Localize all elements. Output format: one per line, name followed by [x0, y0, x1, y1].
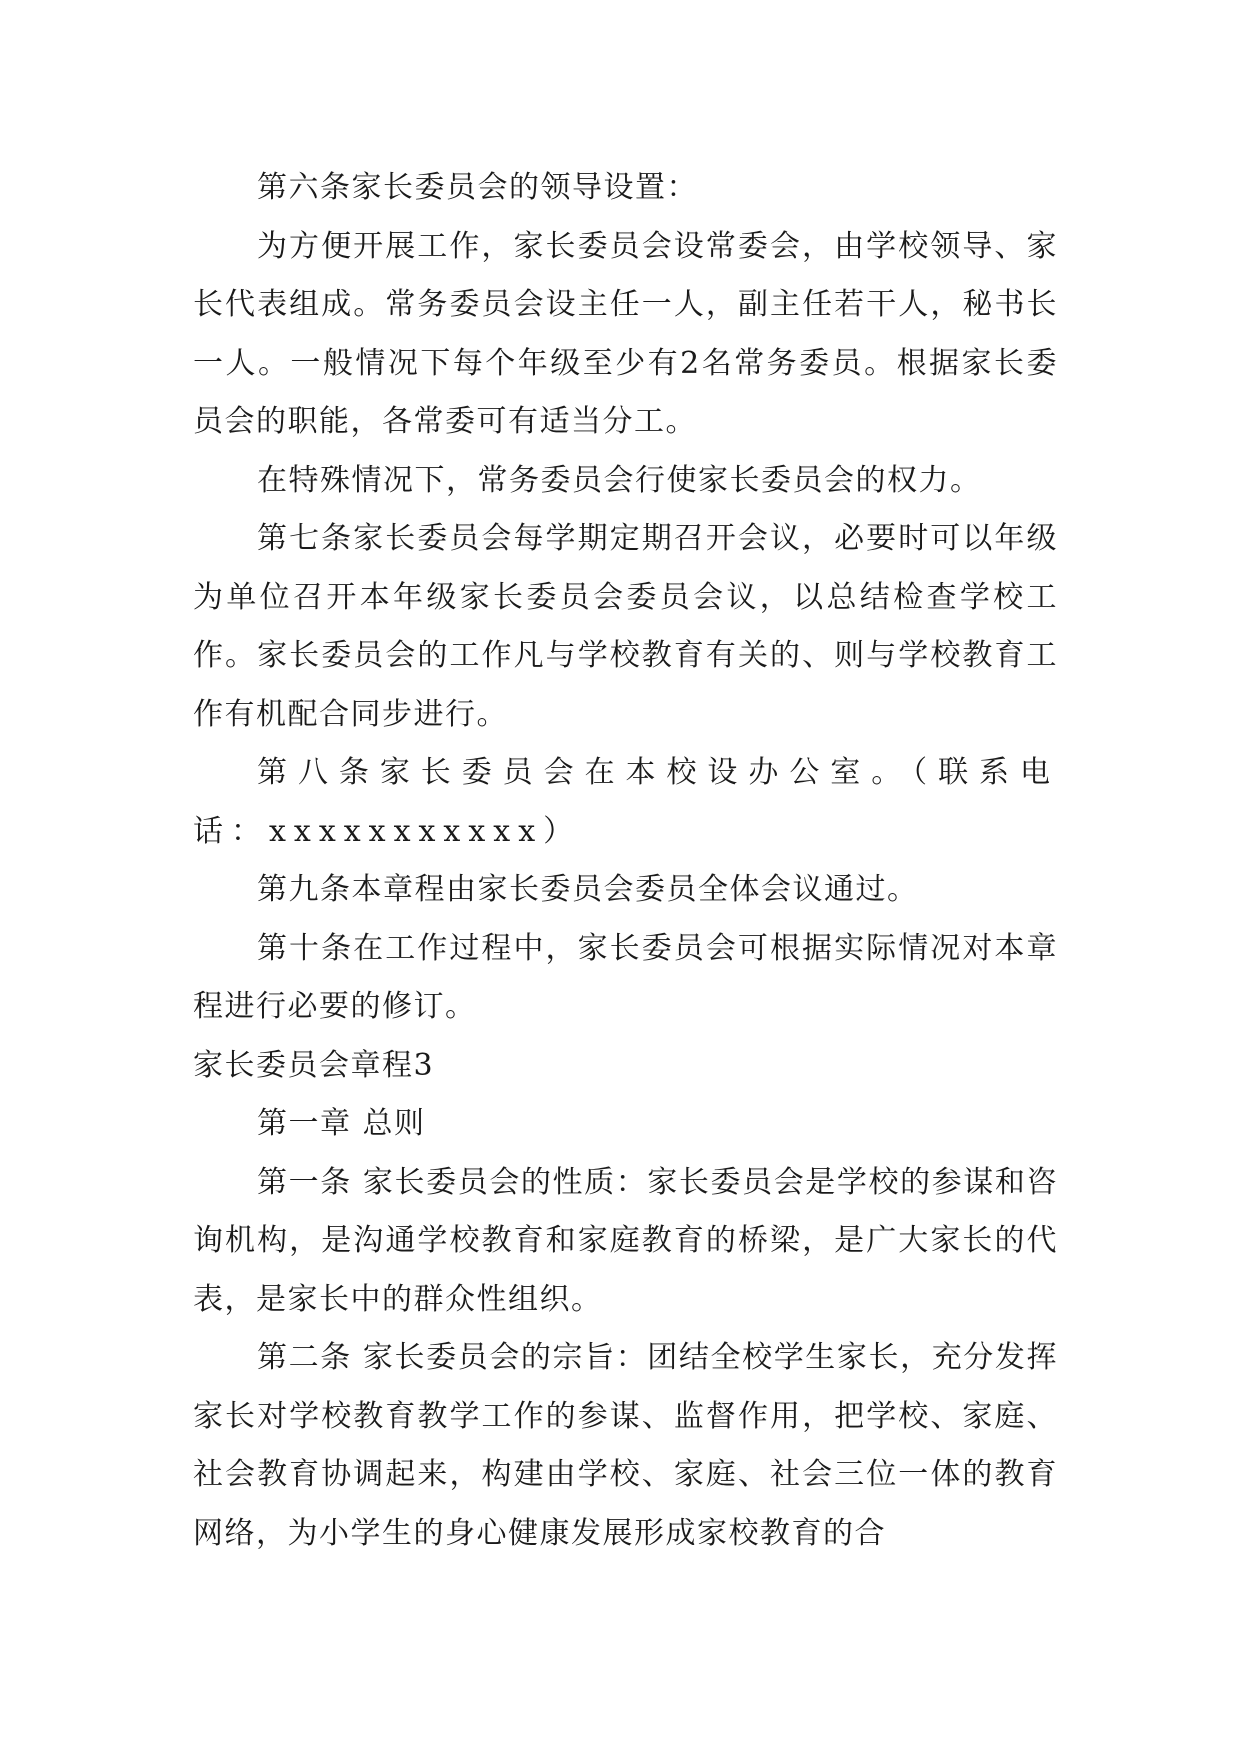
paragraph-article-8: 第八条家长委员会在本校设办公室。（联系电话：xxxxxxxxxxx） — [193, 755, 1058, 849]
paragraph-special-circumstances: 在特殊情况下，常务委员会行使家长委员会的权力。 — [257, 462, 982, 498]
paragraph-article-7: 第七条家长委员会每学期定期召开会议，必要时可以年级为单位召开本年级家长委员会委员会议，以总结检查学校工作。家长委员会的工作凡与学校教育有关的、则与学校教育工作有机配合同步进行。 — [193, 521, 1058, 732]
document-body — [193, 159, 1058, 1563]
paragraph-article-1: 第一条 家长委员会的性质：家长委员会是学校的参谋和咨询机构，是沟通学校教育和家庭教育的桥梁，是广大家长的代表，是家长中的群众性组织。 — [193, 1164, 1058, 1317]
paragraph-article-9: 第九条本章程由家长委员会委员全体会议通过。 — [257, 872, 919, 907]
paragraph-standing-committee: 为方便开展工作，家长委员会设常委会，由学校领导、家长代表组成。常务委员会设主任一人，副主任若干人，秘书长一人。一般情况下每个年级至少有2名常务委员。根据家长委员会的职能，各常委可有适当分工。 — [193, 228, 1058, 439]
paragraph-article-2: 第二条 家长委员会的宗旨：团结全校学生家长，充分发挥家长对学校教育教学工作的参谋、监督作用，把学校、家庭、社会教育协调起来，构建由学校、家庭、社会三位一体的教育网络，为小学生的身心健康发展形成家校教育的合 — [193, 1340, 1058, 1551]
paragraph-article-10: 第十条在工作过程中，家长委员会可根据实际情况对本章程进行必要的修订。 — [193, 930, 1058, 1024]
chapter-heading: 第一章 总则 — [257, 1106, 426, 1141]
paragraph-article-6-heading: 第六条家长委员会的领导设置： — [257, 170, 698, 205]
section-title: 家长委员会章程3 — [193, 1047, 435, 1083]
